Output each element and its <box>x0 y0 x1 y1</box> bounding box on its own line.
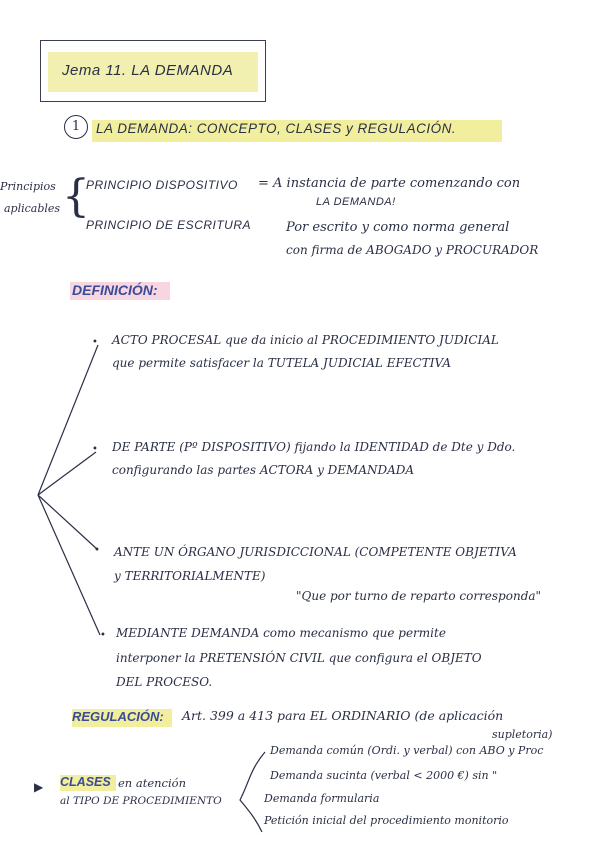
definicion-item-1-line-2: que permite satisfacer la TUTELA JUDICIAL EFECTIVA <box>112 356 451 370</box>
clases-text-2: al TIPO DE PROCEDIMIENTO <box>60 795 222 807</box>
page-title: Jema 11. LA DEMANDA <box>62 62 234 79</box>
regulacion-heading: REGULACIÓN: <box>72 709 164 724</box>
principles-brace: { <box>62 171 90 222</box>
section-heading: LA DEMANDA: CONCEPTO, CLASES y REGULACIÓN. <box>96 121 457 136</box>
clases-item-2: Demanda sucinta (verbal < 2000 €) sin " <box>270 769 498 782</box>
definicion-item-1-line-1: ACTO PROCESAL que da inicio al PROCEDIMIENTO JUDICIAL <box>112 333 499 347</box>
regulacion-text-2: supletoria) <box>492 728 553 741</box>
definicion-item-4-line-1: MEDIANTE DEMANDA como mecanismo que permite <box>116 626 446 640</box>
clases-heading: CLASES <box>60 775 111 789</box>
principio-escritura-text-1: Por escrito y como norma general <box>286 220 510 235</box>
principles-label-1: Principios <box>0 180 56 193</box>
clases-item-4: Petición inicial del procedimiento monitorio <box>264 814 509 827</box>
principio-escritura-text-2: con firma de ABOGADO y PROCURADOR <box>286 243 539 257</box>
principles-label-2: aplicables <box>4 202 61 215</box>
bullet-dot: • <box>100 630 106 641</box>
definicion-item-2-line-2: configurando las partes ACTORA y DEMANDADA <box>112 463 415 477</box>
definicion-item-4-line-3: DEL PROCESO. <box>116 675 213 689</box>
definicion-item-3-line-1: ANTE UN ÓRGANO JURISDICCIONAL (COMPETENTE OBJETIVA <box>114 545 517 559</box>
principio-dispositivo-text-2: LA DEMANDA! <box>316 196 396 208</box>
principio-dispositivo-text-1: = A instancia de parte comenzando con <box>258 176 521 191</box>
regulacion-text: Art. 399 a 413 para EL ORDINARIO (de aplicación <box>182 708 504 723</box>
clases-item-3: Demanda formularia <box>264 792 380 805</box>
bullet-dot: • <box>92 337 98 348</box>
principio-escritura-label: PRINCIPIO DE ESCRITURA <box>86 218 252 232</box>
definicion-heading: DEFINICIÓN: <box>72 282 158 298</box>
definicion-item-2-line-1: DE PARTE (Pº DISPOSITIVO) fijando la IDENTIDAD de Dte y Ddo. <box>112 440 516 454</box>
bullet-dot: • <box>92 444 98 455</box>
clases-text-1: en atención <box>118 776 187 790</box>
triangle-arrow-icon: ▶ <box>34 780 44 794</box>
definicion-item-4-line-2: interponer la PRETENSIÓN CIVIL que configura el OBJETO <box>116 651 482 665</box>
definicion-item-3-line-2: y TERRITORIALMENTE) <box>114 569 266 583</box>
bullet-dot: • <box>94 545 100 556</box>
definicion-item-3-line-3: "Que por turno de reparto corresponda" <box>296 589 542 603</box>
principio-dispositivo-label: PRINCIPIO DISPOSITIVO <box>86 178 238 192</box>
clases-item-1: Demanda común (Ordi. y verbal) con ABO y Proc <box>270 744 544 757</box>
section-number: 1 <box>64 115 88 139</box>
